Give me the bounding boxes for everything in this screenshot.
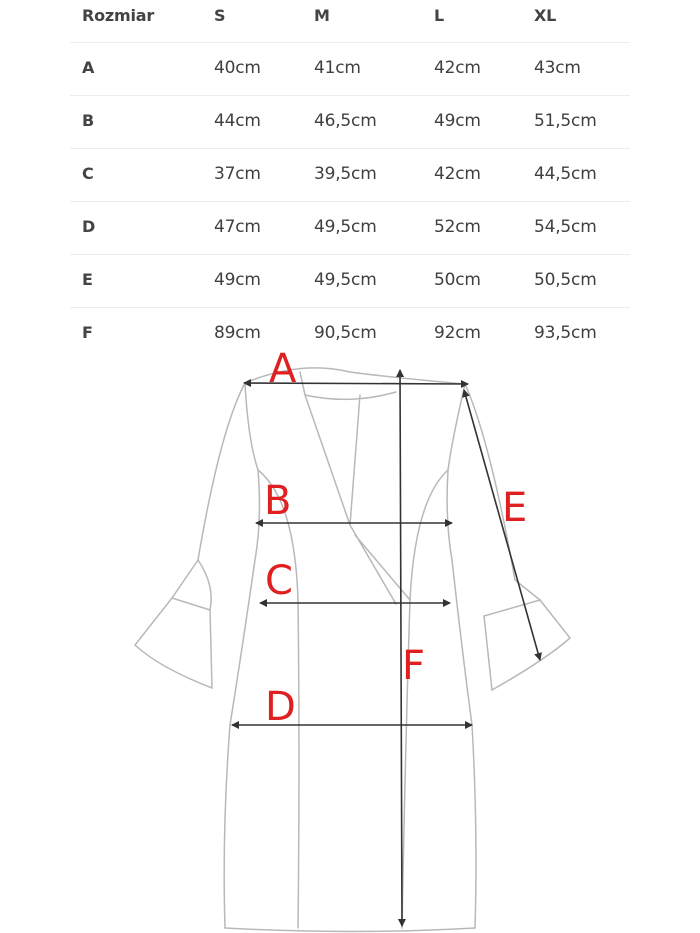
measurement-value: 52cm — [434, 217, 481, 237]
header-size-label: Rozmiar — [82, 6, 155, 25]
measurement-value: 92cm — [434, 323, 481, 343]
dress-outline — [135, 368, 570, 932]
measurement-value: 42cm — [434, 164, 481, 184]
table-row — [70, 96, 630, 149]
label-f: F — [402, 643, 426, 689]
label-c: C — [265, 558, 293, 604]
table-row — [70, 202, 630, 255]
header-size-s: S — [214, 6, 226, 25]
measurement-value: 44cm — [214, 111, 261, 131]
measurement-value: 49,5cm — [314, 270, 377, 290]
measurement-labels — [264, 346, 527, 730]
row-label: A — [82, 58, 95, 77]
table-row — [70, 43, 630, 96]
measurement-value: 40cm — [214, 58, 261, 78]
measurement-value: 90,5cm — [314, 323, 377, 343]
dress-measurement-diagram — [0, 340, 700, 933]
header-size-l: L — [434, 6, 444, 25]
row-label: F — [82, 323, 93, 342]
measurement-value: 49cm — [434, 111, 481, 131]
measurement-value: 41cm — [314, 58, 361, 78]
measurement-value: 44,5cm — [534, 164, 597, 184]
measurement-value: 49,5cm — [314, 217, 377, 237]
measurement-value: 54,5cm — [534, 217, 597, 237]
table-header-row — [70, 0, 630, 43]
row-label: D — [82, 217, 96, 236]
measurement-value: 37cm — [214, 164, 261, 184]
measurement-value: 46,5cm — [314, 111, 377, 131]
measurement-value: 39,5cm — [314, 164, 377, 184]
measurement-value: 89cm — [214, 323, 261, 343]
size-table — [70, 0, 630, 360]
table-row — [70, 149, 630, 202]
row-label: C — [82, 164, 94, 183]
measurement-value: 51,5cm — [534, 111, 597, 131]
header-size-m: M — [314, 6, 330, 25]
header-size-xl: XL — [534, 6, 557, 25]
label-d: D — [265, 684, 296, 730]
measurement-value: 50,5cm — [534, 270, 597, 290]
table-row — [70, 255, 630, 308]
label-b: B — [264, 478, 292, 524]
measurement-value: 93,5cm — [534, 323, 597, 343]
measurement-value: 50cm — [434, 270, 481, 290]
measurement-value: 43cm — [534, 58, 581, 78]
row-label: E — [82, 270, 93, 289]
row-label: B — [82, 111, 94, 130]
measurement-value: 49cm — [214, 270, 261, 290]
measurement-arrows — [232, 370, 540, 926]
measurement-value: 42cm — [434, 58, 481, 78]
measurement-value: 47cm — [214, 217, 261, 237]
label-a: A — [269, 346, 297, 392]
label-e: E — [502, 485, 528, 531]
